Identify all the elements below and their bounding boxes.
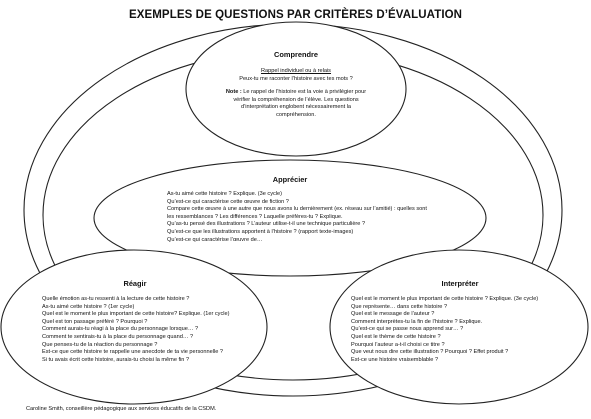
reagir-line: Comment aurais-tu réagi à la place du personnage lorsque… ? xyxy=(42,326,199,333)
interpreter-heading-wrap xyxy=(420,279,500,288)
interpreter-line: Quel est le thème de cette histoire ? xyxy=(351,333,441,340)
interpreter-line: Quel est le moment le plus important de cette histoire ? Explique. (3e cycle) xyxy=(351,296,539,302)
comprendre-note-label: Note : xyxy=(225,89,242,96)
interpreter-heading: Interpréter xyxy=(441,279,479,288)
reagir-line: Quelle émotion as-tu ressenti à la lecture de cette histoire ? xyxy=(42,296,190,302)
interpreter-line: Pourquoi l’auteur a-t-il choisi ce titre ? xyxy=(351,341,445,348)
apprecier-heading-wrap xyxy=(250,175,330,184)
reagir-line: Est-ce que cette histoire te rappelle une anecdote de ta vie personnelle ? xyxy=(42,349,223,356)
apprecier-line: As-tu aimé cette histoire ? Explique. (3e cycle) xyxy=(167,191,283,197)
comprendre-note-line: Le rappel de l’histoire est la voie à privilégier pour xyxy=(241,89,367,96)
comprendre-heading: Comprendre xyxy=(274,50,318,59)
comprendre-question: Peux-tu me raconter l’histoire avec tes mots ? xyxy=(239,75,353,82)
reagir-line: Quel est le moment le plus important de cette histoire? Explique. (1er cycle) xyxy=(42,311,230,318)
page-title: EXEMPLES DE QUESTIONS PAR CRITÈRES D’ÉVALUATION xyxy=(128,9,463,21)
credit-footer: Caroline Smith, conseillère pédagogique aux services éducatifs de la CSDM. xyxy=(26,406,217,412)
interpreter-line: Est-ce une histoire vraisemblable ? xyxy=(351,356,439,363)
interpreter-line: Que représente… dans cette histoire ? xyxy=(351,303,448,310)
apprecier-list xyxy=(167,191,467,244)
reagir-line: Que penses-tu de la réaction du personnage ? xyxy=(42,341,158,348)
apprecier-line: Qu’as-tu pensé des illustrations ? L’auteur utilise-t-il une technique particulière ? xyxy=(167,221,366,228)
interpreter-line: Quel est le message de l’auteur ? xyxy=(351,311,435,318)
interpreter-line: Comment interprètes-tu la fin de l’histoire ? Explique. xyxy=(351,318,483,325)
apprecier-line: Qu’est-ce que les illustrations apportent à l’histoire ? (rapport texte-images) xyxy=(167,228,354,235)
apprecier-line: Qu’est-ce qui caractérise cette œuvre de fiction ? xyxy=(167,198,289,205)
comprendre-note-line: d’interprétation englobent nécessairement la xyxy=(240,104,352,111)
interpreter-list xyxy=(351,296,576,364)
reagir-line: Quel est ton passage préféré ? Pourquoi ? xyxy=(42,318,148,325)
reagir-line: As-tu aimé cette histoire ? (1er cycle) xyxy=(42,303,135,310)
apprecier-heading: Apprécier xyxy=(272,175,308,184)
reagir-list xyxy=(42,296,257,364)
reagir-line: Comment te sentirais-tu à la place du personnage quand… ? xyxy=(42,333,194,340)
reagir-heading-wrap xyxy=(95,279,175,288)
interpreter-line: Qu’est-ce qui se passe nous apprend sur… ? xyxy=(351,326,464,333)
comprendre-note-line: vérifier la compréhension de l’élève. Les questions xyxy=(233,96,359,103)
apprecier-line: Compare cette œuvre à une autre que nous avons lu dernièrement (ex. réseau sur l’amitié) : quelles sont xyxy=(167,206,427,213)
reagir-heading: Réagir xyxy=(123,279,147,288)
interpreter-line: Que veut nous dire cette illustration ? Pourquoi ? Effet produit ? xyxy=(351,349,509,356)
reagir-line: Si tu avais écrit cette histoire, aurais-tu choisi la même fin ? xyxy=(42,356,190,363)
comprendre-note-line: compréhension. xyxy=(276,111,316,118)
comprendre-block xyxy=(216,50,376,120)
comprendre-subheading: Rappel individuel ou à relais xyxy=(261,68,331,74)
apprecier-line: les ressemblances ? Les différences ? Laquelle préfères-tu ? Explique. xyxy=(167,213,343,220)
apprecier-line: Qu’est-ce qui caractérise l’œuvre de… xyxy=(167,236,263,243)
